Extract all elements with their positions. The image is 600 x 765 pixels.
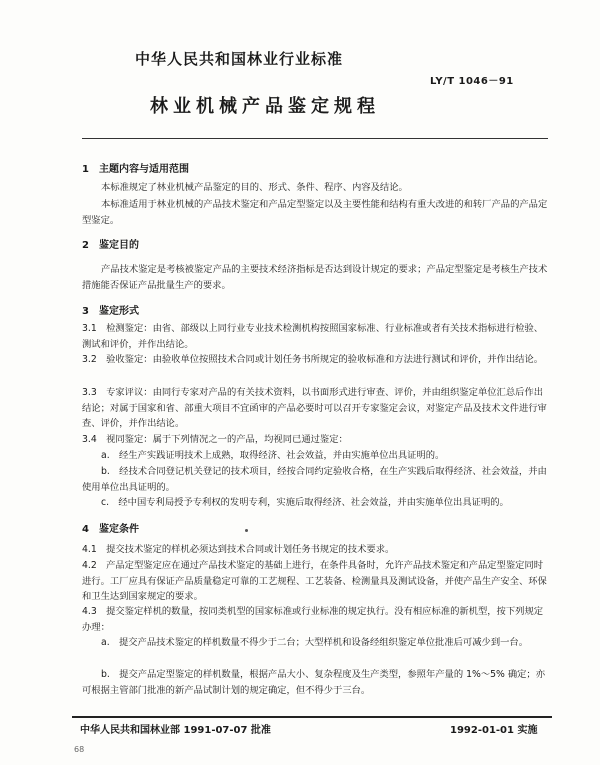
- clause-4-3: 4.3 提交鉴定样机的数量，按同类机型的国家标准或行业标准的规定执行。没有相应标准的新机型，按下列规定办理：: [82, 606, 544, 633]
- section-1-paragraph-2: 本标准适用于林业机械的产品技术鉴定和产品定型鉴定以及主要性能和结构有重大改进的和转厂产品的产品定型鉴定。: [82, 199, 548, 226]
- header-divider: [82, 138, 548, 139]
- standard-type-header: 中华人民共和国林业行业标准: [135, 50, 344, 68]
- clause-3-1: 3.1 检测鉴定：由省、部级以上同行业专业技术检测机构按照国家标准、行业标准或者有关技术指标进行检验、测试和评价，并作出结论。: [82, 323, 544, 350]
- section-1-paragraph-1: 本标准规定了林业机械产品鉴定的目的、形式、条件、程序、内容及结论。: [101, 182, 408, 193]
- footer-divider: [72, 716, 552, 718]
- page-number: 68: [74, 745, 85, 754]
- clause-3-4-a: a. 经生产实践证明技术上成熟，取得经济、社会效益，并由实施单位出具证明的。: [101, 450, 445, 461]
- clause-4-2: 4.2 产品定型鉴定应在通过产品技术鉴定的基础上进行，在条件具备时，允许产品技术鉴定和产品定型鉴定同时进行。工厂应具有保证产品质量稳定可靠的工艺规程、工艺装备、检测量具及测试设备，并使产品生产安全、环保和卫生达到国家规定的要求。: [82, 560, 547, 603]
- section-3-heading: 3 鉴定形式: [82, 306, 139, 317]
- section-4-heading: 4 鉴定条件: [82, 524, 139, 535]
- standard-code: LY/T 1046－91: [430, 76, 514, 87]
- clause-4-3-a: a. 提交产品技术鉴定的样机数量不得少于二台；大型样机和设备经组织鉴定单位批准后可减少到一台。: [101, 637, 529, 648]
- section-2-heading: 2 鉴定目的: [82, 240, 139, 251]
- section-2-paragraph-1: 产品技术鉴定是考核被鉴定产品的主要技术经济指标是否达到设计规定的要求；产品定型鉴定是考核生产技术措施能否保证产品批量生产的要求。: [82, 264, 548, 291]
- document-title: 林业机械产品鉴定规程: [150, 96, 380, 117]
- clause-3-2: 3.2 验收鉴定：由验收单位按照技术合同或计划任务书所规定的验收标准和方法进行测试和评价，并作出结论。: [82, 354, 544, 365]
- approval-info: 中华人民共和国林业部 1991-07-07 批准: [80, 725, 271, 736]
- section-1-heading: 1 主题内容与适用范围: [82, 164, 189, 175]
- clause-3-4-c: c. 经中国专利局授予专利权的发明专利，实施后取得经济、社会效益，并由实施单位出具证明的。: [101, 497, 509, 508]
- implementation-date: 1992-01-01 实施: [450, 725, 538, 736]
- clause-4-3-b: b. 提交产品定型鉴定的样机数量，根据产品大小、复杂程度及生产类型，参照年产量的 1%～5% 确定；亦可根据主管部门批准的新产品试制计划的规定确定，但不得少于三台。: [82, 669, 546, 696]
- clause-3-4: 3.4 视同鉴定：属于下列情况之一的产品，均视同已通过鉴定：: [82, 434, 348, 445]
- clause-3-3: 3.3 专家评议：由同行专家对产品的有关技术资料，以书面形式进行审查、评价，并由组织鉴定单位汇总后作出结论；对属于国家和省、部重大项目不宜函审的产品必要时可以召开专家鉴定会议，对鉴定产品及技术文件进行审查、评价，并作出结论。: [82, 387, 547, 430]
- clause-4-1: 4.1 提交技术鉴定的样机必须达到技术合同或计划任务书规定的技术要求。: [82, 544, 395, 555]
- clause-3-4-b: b. 经技术合同登记机关登记的技术项目，经按合同约定验收合格，在生产实践后取得经济、社会效益，并由使用单位出具证明的。: [82, 466, 547, 493]
- speck-mark: [245, 529, 248, 532]
